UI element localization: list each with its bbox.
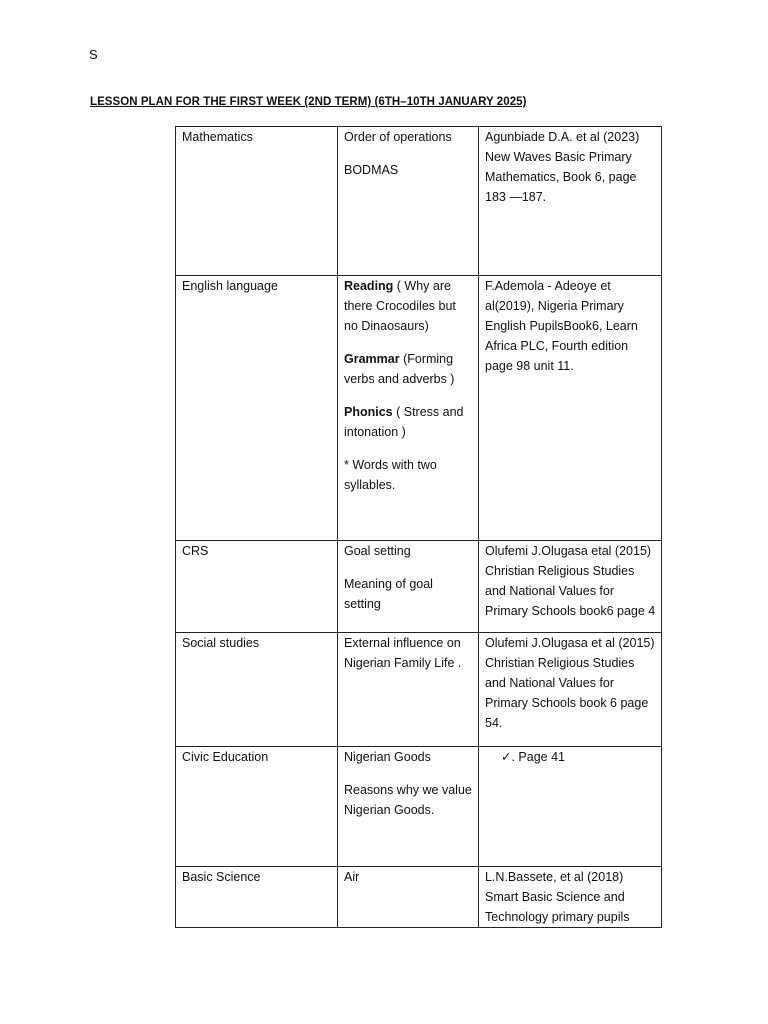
topic-text: (Forming verbs and adverbs ) [344,352,455,386]
lesson-plan-table [175,126,662,928]
topic-heading: Grammar [344,352,400,366]
topic-paragraph [344,402,473,442]
table-row-english-language [176,276,662,541]
topic-paragraph [344,867,473,887]
topic-text: External influence on Nigerian Family Life . [344,636,462,670]
topic-paragraph [344,541,473,561]
reference-cell [479,541,662,633]
reference-text: Olufemi J.Olugasa etal (2015) Christian Religious Studies and National Values for Primary Schools book6 page 4 [485,544,656,618]
topic-paragraph [344,455,473,495]
subject-cell: Social studies [176,633,338,747]
topic-text: ( Stress and intonation ) [344,405,464,439]
reference-cell [479,633,662,747]
topic-paragraph [344,780,473,820]
topic-text: * Words with two syllables. [344,458,437,492]
corner-mark: S [89,47,98,62]
table-row-crs [176,541,662,633]
reference-text: Agunbiade D.A. et al (2023) New Waves Basic Primary Mathematics, Book 6, page 183 —187. [485,130,640,204]
reference-text: F.Ademola - Adeoye et al(2019), Nigeria Primary English PupilsBook6, Learn Africa PLC, Fourth edition page 98 unit 11. [485,279,638,373]
reference-cell [479,747,662,867]
topic-cell [338,127,479,276]
reference-text: Olufemi J.Olugasa et al (2015) Christian Religious Studies and National Values for Primary Schools book 6 page 54. [485,636,655,730]
topic-text: Nigerian Goods [344,750,431,764]
page-title: LESSON PLAN FOR THE FIRST WEEK (2ND TERM) (6TH–10TH JANUARY 2025) [90,96,527,108]
lesson-plan-table-body [176,127,662,928]
topic-text: Meaning of goal setting [344,577,433,611]
topic-cell [338,747,479,867]
topic-paragraph [344,160,473,180]
subject-cell: Basic Science [176,867,338,928]
subject-cell: CRS [176,541,338,633]
subject-cell: Civic Education [176,747,338,867]
topic-cell [338,541,479,633]
topic-paragraph [344,747,473,767]
topic-text: Reasons why we value Nigerian Goods. [344,783,472,817]
topic-paragraph [344,574,473,614]
topic-paragraph [344,349,473,389]
topic-paragraph [344,276,473,336]
table-row-social-studies [176,633,662,747]
topic-heading: Reading [344,279,394,293]
reference-cell [479,276,662,541]
topic-heading: Phonics [344,405,393,419]
reference-text: ✓. Page 41 [501,750,565,764]
topic-paragraph [344,633,473,673]
reference-cell [479,867,662,928]
table-row-civic-education [176,747,662,867]
reference-text: L.N.Bassete, et al (2018) Smart Basic Science and Technology primary pupils [485,870,630,924]
topic-text: ( Why are there Crocodiles but no Dinaosaurs) [344,279,456,333]
topic-cell [338,633,479,747]
subject-cell: Mathematics [176,127,338,276]
topic-text: Order of operations [344,130,452,144]
table-row-basic-science [176,867,662,928]
topic-text: BODMAS [344,163,399,177]
topic-cell [338,276,479,541]
topic-paragraph [344,127,473,147]
topic-cell [338,867,479,928]
topic-text: Air [344,870,360,884]
table-row-mathematics [176,127,662,276]
reference-cell [479,127,662,276]
topic-text: Goal setting [344,544,411,558]
subject-cell: English language [176,276,338,541]
